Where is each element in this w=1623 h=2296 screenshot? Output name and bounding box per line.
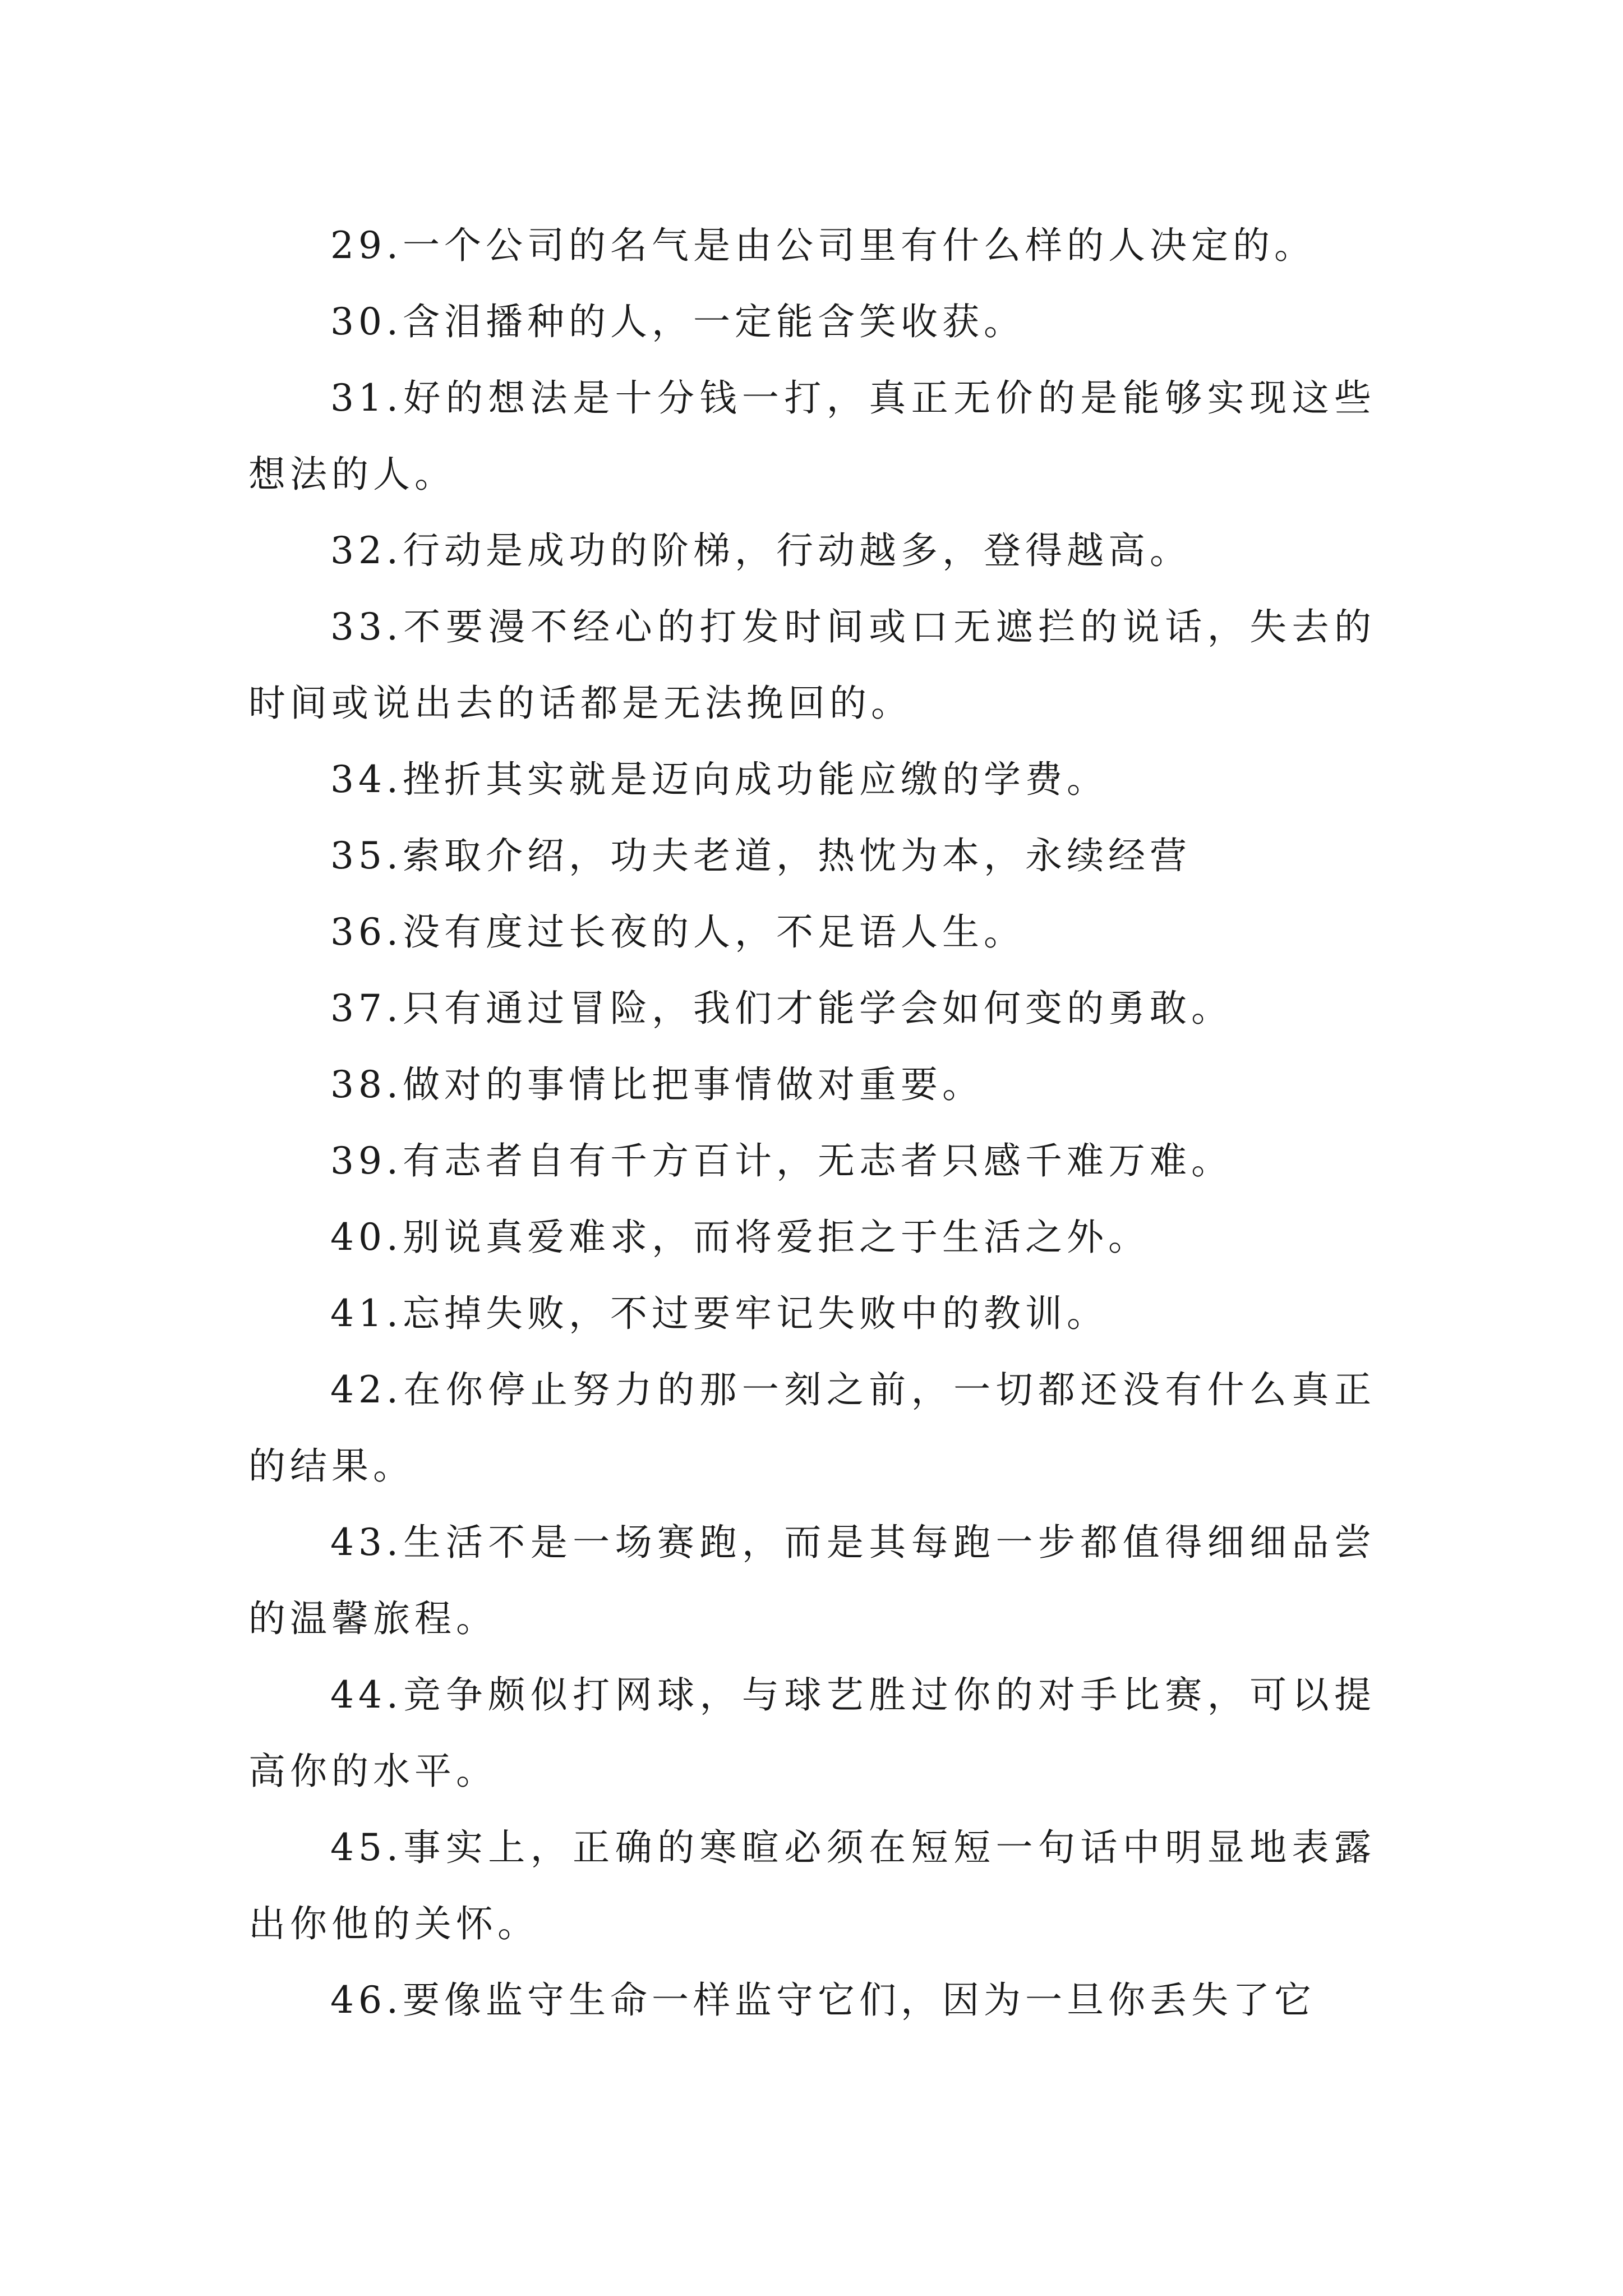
paragraph-33: 33.不要漫不经心的打发时间或口无遮拦的说话，失去的时间或说出去的话都是无法挽回的。 (248, 605, 1376, 725)
paragraph-42: 42.在你停止努力的那一刻之前，一切都还没有什么真正的结果。 (248, 1368, 1376, 1488)
paragraph-45: 45.事实上，正确的寒暄必须在短短一句话中明显地表露出你他的关怀。 (248, 1826, 1376, 1945)
paragraph-31: 31.好的想法是十分钱一打，真正无价的是能够实现这些想法的人。 (248, 376, 1376, 496)
paragraph-39: 39.有志者自有千方百计，无志者只感千难万难。 (330, 1139, 1233, 1182)
paragraph-30: 30.含泪播种的人，一定能含笑收获。 (330, 300, 1025, 343)
paragraph-41: 41.忘掉失败，不过要牢记失败中的教训。 (330, 1292, 1108, 1335)
paragraph-37: 37.只有通过冒险，我们才能学会如何变的勇敢。 (330, 987, 1233, 1030)
paragraph-34: 34.挫折其实就是迈向成功能应缴的学费。 (330, 758, 1108, 801)
paragraph-40: 40.别说真爱难求，而将爱拒之于生活之外。 (330, 1216, 1150, 1259)
paragraph-43: 43.生活不是一场赛跑，而是其每跑一步都值得细细品尝的温馨旅程。 (248, 1521, 1376, 1640)
paragraph-44: 44.竞争颇似打网球，与球艺胜过你的对手比赛，可以提高你的水平。 (248, 1673, 1376, 1793)
paragraph-36: 36.没有度过长夜的人，不足语人生。 (330, 910, 1025, 954)
document-body (248, 208, 1376, 2039)
paragraph-35: 35.索取介绍，功夫老道，热忱为本，永续经营 (330, 834, 1191, 877)
paragraph-29: 29.一个公司的名气是由公司里有什么样的人决定的。 (330, 224, 1316, 267)
paragraph-32: 32.行动是成功的阶梯，行动越多，登得越高。 (330, 529, 1191, 572)
paragraph-38: 38.做对的事情比把事情做对重要。 (330, 1063, 984, 1106)
paragraph-46: 46.要像监守生命一样监守它们，因为一旦你丢失了它 (330, 1978, 1316, 2022)
